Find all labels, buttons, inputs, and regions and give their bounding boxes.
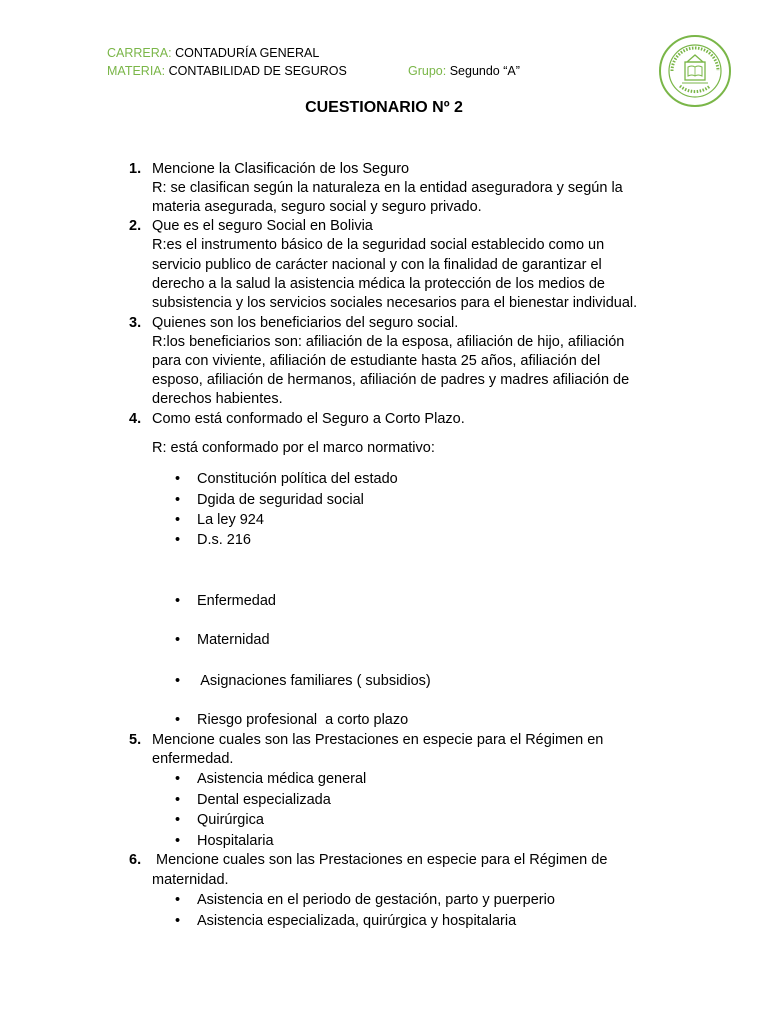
materia-value: CONTABILIDAD DE SEGUROS [168,64,347,78]
bullet-icon: • [175,892,181,908]
question-text: enfermedad. [152,751,234,767]
list-item: Asistencia en el periodo de gestación, parto y puerperio [197,892,555,908]
bullet-icon: • [175,492,181,508]
answer-line: R: está conformado por el marco normativo: [152,440,435,456]
grupo-value: Segundo “A” [449,64,520,78]
institution-seal-icon [658,34,732,108]
carrera-label: CARRERA: [107,46,172,60]
question-text: Como está conformado el Seguro a Corto Plazo. [152,411,465,427]
question-text: Mencione cuales son las Prestaciones en especie para el Régimen en [152,732,604,748]
bullet-icon: • [175,632,181,648]
bullet-icon: • [175,532,181,548]
question-number: 2. [129,218,142,234]
list-item: Asignaciones familiares ( subsidios) [197,673,431,689]
list-item: La ley 924 [197,512,264,528]
answer-line: esposo, afiliación de hermanos, afiliación de padres y madres afiliación de [152,372,630,388]
list-item: Constitución política del estado [197,471,398,487]
materia-label: MATERIA: [107,64,166,78]
list-item: Asistencia médica general [197,771,367,787]
list-item: Riesgo profesional a corto plazo [197,712,409,728]
question-text: Mencione la Clasificación de los Seguro [152,161,410,177]
page-title: CUESTIONARIO Nº 2 [305,99,463,116]
answer-line: R:los beneficiarios son: afiliación de la esposa, afiliación de hijo, afiliación [152,334,625,350]
bullet-icon: • [175,792,181,808]
bullet-icon: • [175,512,181,528]
carrera-value: CONTADURÍA GENERAL [175,46,320,60]
question-text: Mencione cuales son las Prestaciones en especie para el Régimen de [152,852,608,868]
answer-line: subsistencia y los servicios sociales necesarios para el bienestar individual. [152,295,638,311]
list-item: Enfermedad [197,593,276,609]
list-item: Maternidad [197,632,270,648]
list-item: Asistencia especializada, quirúrgica y hospitalaria [197,913,517,929]
question-number: 4. [129,411,142,427]
list-item: Dgida de seguridad social [197,492,364,508]
bullet-icon: • [175,913,181,929]
question-text: Que es el seguro Social en Bolivia [152,218,373,234]
header-materia [107,64,347,78]
bullet-icon: • [175,771,181,787]
bullet-icon: • [175,471,181,487]
question-text: maternidad. [152,872,229,888]
list-item: Dental especializada [197,792,331,808]
question-number: 1. [129,161,142,177]
list-item: D.s. 216 [197,532,251,548]
answer-line: R: se clasifican según la naturaleza en la entidad aseguradora y según la [152,180,623,196]
question-number: 3. [129,315,142,331]
list-item: Hospitalaria [197,833,274,849]
answer-line: materia asegurada, seguro social y seguro privado. [152,199,482,215]
bullet-icon: • [175,593,181,609]
answer-line: derecho a la salud la asistencia médica la protección de los medios de [152,276,605,292]
answer-line: derechos habientes. [152,391,283,407]
question-number: 5. [129,732,142,748]
header-grupo [408,64,520,78]
bullet-icon: • [175,812,181,828]
question-text: Quienes son los beneficiarios del seguro social. [152,315,459,331]
grupo-label: Grupo: [408,64,447,78]
answer-line: R:es el instrumento básico de la seguridad social establecido como un [152,237,605,253]
question-number: 6. [129,852,142,868]
answer-line: para con viviente, afiliación de estudiante hasta 25 años, afiliación del [152,353,601,369]
bullet-icon: • [175,833,181,849]
list-item: Quirúrgica [197,812,264,828]
bullet-icon: • [175,712,181,728]
header-carrera [107,46,319,60]
answer-line: servicio publico de carácter nacional y con la finalidad de garantizar el [152,257,602,273]
bullet-icon: • [175,673,181,689]
